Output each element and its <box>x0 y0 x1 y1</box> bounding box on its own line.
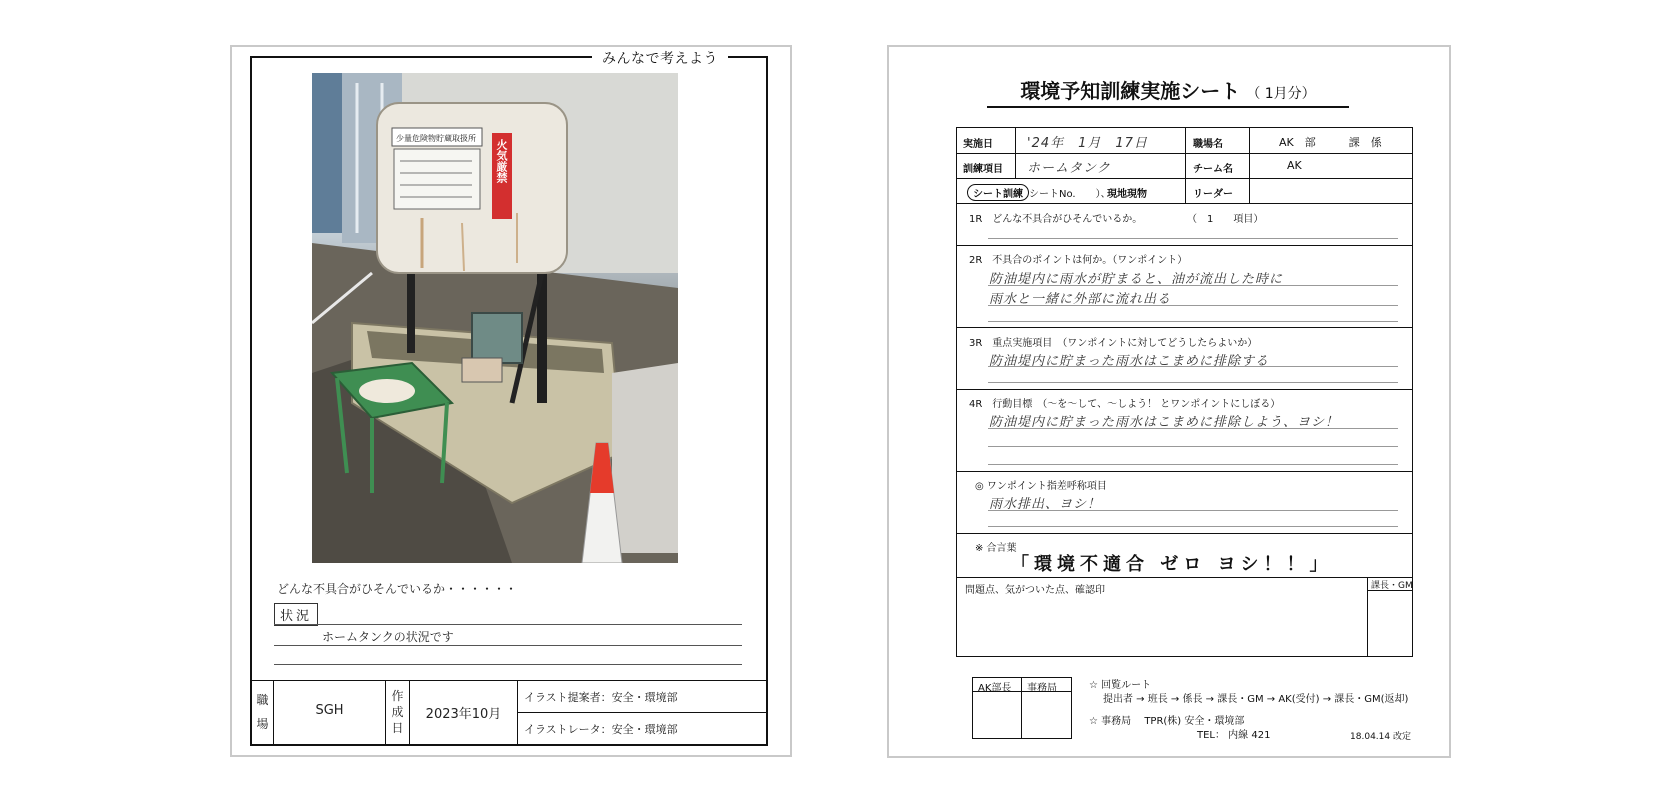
home-tank-photo <box>312 73 678 563</box>
date-label: 実施日 <box>963 139 993 150</box>
revision-note: 18.04.14 改定 <box>1350 732 1411 742</box>
created-label-3: 日 <box>391 721 404 735</box>
sheet-training-option[interactable]: シート訓練 <box>967 184 1029 201</box>
round-4-label: 4R 行動目標 （～を～して、～しよう！ とワンポイントにしぼる） <box>969 399 1281 410</box>
status-rule-3 <box>274 664 742 665</box>
fire-warning-text: 火気厳禁 <box>495 139 508 183</box>
route-flow: 提出者 → 班長 → 係長 → 課長・GM → AK(受付) → 課長・GM(返却) <box>1103 694 1409 705</box>
title-text: 環境予知訓練実施シート <box>1020 79 1241 103</box>
workplace-label-2: 場 <box>256 717 269 731</box>
date-value: '24年 1月 17日 <box>1027 136 1148 151</box>
round-1-count: （ 1 項目） <box>1187 214 1264 225</box>
stamp-box <box>972 677 1072 739</box>
oil-pump <box>472 313 522 363</box>
item-value: ホームタンク <box>1027 161 1111 176</box>
sheet-title: みんなで考えよう <box>592 48 728 68</box>
round-2-answer-1: 防油堤内に雨水が貯まると、油が流出した時に <box>989 272 1284 287</box>
workplace-label-cell <box>252 681 274 745</box>
manager-label: 課長・GM <box>1371 581 1413 591</box>
created-label-2: 成 <box>391 705 404 719</box>
concrete-block <box>612 363 678 553</box>
credits-cell <box>518 681 766 745</box>
shutter-wall <box>312 73 342 233</box>
workplace-label: 職場名 <box>1193 139 1223 150</box>
one-point-answer: 雨水排出、ヨシ！ <box>989 497 1102 512</box>
item-label: 訓練項目 <box>963 164 1003 175</box>
tank-sign-plate <box>394 149 480 209</box>
illustration-sheet <box>230 45 792 757</box>
route-title: ☆ 回覧ルート <box>1089 680 1152 691</box>
team-value: AK <box>1287 159 1302 172</box>
onsite-option[interactable]: 現地現物 <box>1107 189 1147 200</box>
created-value: 2023年10月 <box>425 707 502 722</box>
leader-label: リーダー <box>1193 189 1233 200</box>
illustrator-credit: イラストレータ：安全・環境部 <box>524 723 678 736</box>
status-rule-1 <box>274 624 742 625</box>
round-2-answer-2: 雨水と一緒に外部に流れ出る <box>989 292 1172 307</box>
secretariat-stamp-label: 事務局 <box>1027 683 1057 694</box>
workplace-label-1: 職 <box>256 693 269 707</box>
status-rule-2 <box>274 645 742 646</box>
status-label: 状況 <box>274 603 318 626</box>
route-tel: TEL： 内線 421 <box>1197 730 1271 741</box>
training-sheet-title <box>987 75 1349 108</box>
tank-sign-title: 少量危険物貯蔵取扱所 <box>396 134 476 143</box>
created-label-cell <box>386 681 410 745</box>
training-sheet <box>887 45 1451 758</box>
proposer-credit: イラスト提案者：安全・環境部 <box>524 691 678 704</box>
created-label-1: 作 <box>391 689 404 703</box>
workplace-value-cell <box>274 681 386 745</box>
round-3-answer-1: 防油堤内に貯まった雨水はこまめに排除する <box>989 354 1270 369</box>
training-form <box>956 127 1413 657</box>
sheet-number: シートNo. ）、 <box>1029 189 1111 200</box>
workplace-value: AK 部 課 係 <box>1279 136 1382 149</box>
round-2-label: 2R 不具合のポイントは何か。（ワンポイント） <box>969 255 1188 266</box>
slogan-text: 「環境不適合 ゼロ ヨシ！！」 <box>1011 554 1333 575</box>
team-label: チーム名 <box>1193 164 1233 175</box>
title-month: （ 1月分） <box>1246 86 1316 102</box>
ak-head-stamp-label: AK部長 <box>978 683 1012 694</box>
created-value-cell <box>410 681 518 745</box>
one-point-label: ◎ ワンポイント指差呼称項目 <box>975 481 1107 492</box>
footer-table <box>252 680 766 745</box>
prompt-question: どんな不具合がひそんでいるか・・・・・・ <box>277 582 518 596</box>
round-3-label: 3R 重点実施項目 （ワンポイントに対してどうしたらよいか） <box>969 338 1258 349</box>
round-1-label: 1R どんな不具合がひそんでいるか。 <box>969 214 1143 225</box>
round-4-answer-1: 防油堤内に貯まった雨水はこまめに排除しよう、ヨシ！ <box>989 415 1340 430</box>
issues-label: 問題点、気がついた点、確認印 <box>965 585 1105 596</box>
route-office: ☆ 事務局 TPR(株) 安全・環境部 <box>1089 716 1245 727</box>
illustration-frame <box>250 51 768 746</box>
workplace-value: SGH <box>315 703 344 718</box>
slogan-label: ※ 合言葉 <box>975 543 1017 554</box>
status-text: ホームタンクの状況です <box>322 630 454 644</box>
